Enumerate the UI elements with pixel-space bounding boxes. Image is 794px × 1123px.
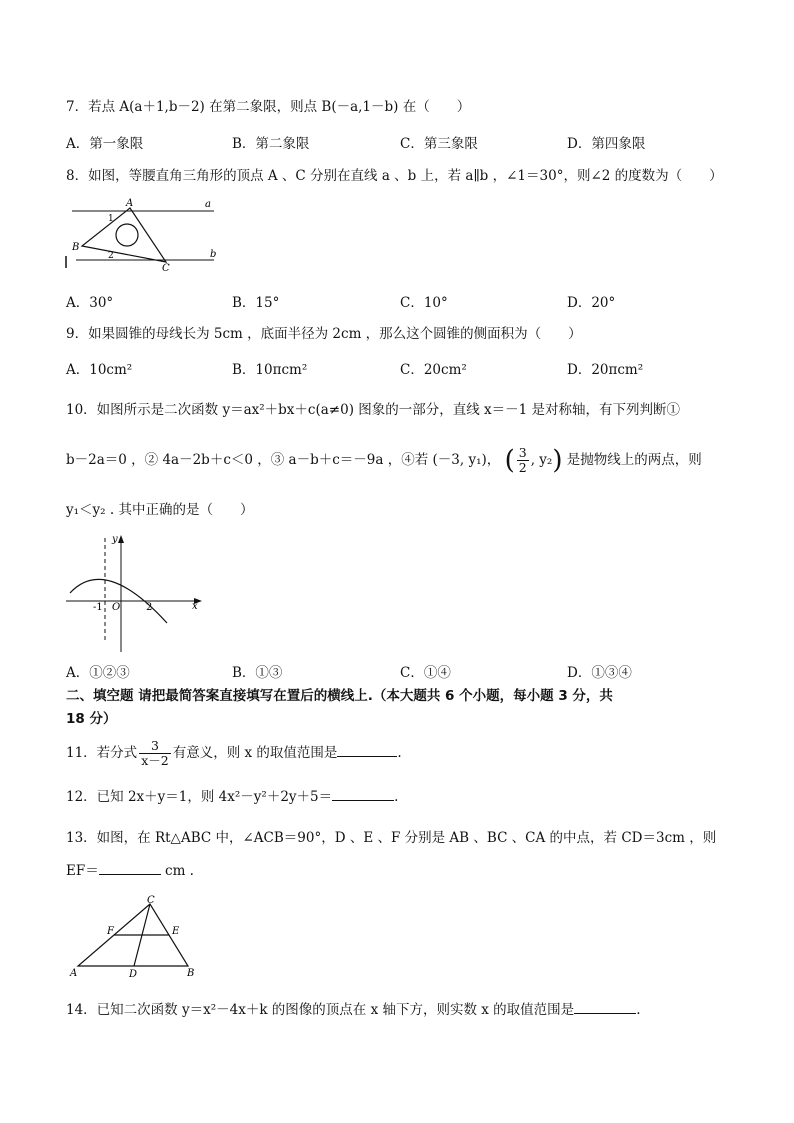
q10-line2 (66, 440, 702, 480)
q13-unit: cm . (165, 863, 194, 879)
q10-line3: y₁＜y₂ . 其中正确的是（ ） (66, 502, 254, 518)
q13-line2 (66, 860, 194, 881)
label-y: y (112, 534, 118, 545)
q11-answer-blank[interactable] (337, 742, 397, 757)
q10-line1: 10．如图所示是二次函数 y＝ax²＋bx＋c(a≠0) 图象的一部分，直线 x＝－1 是对称轴，有下列判断① (66, 402, 681, 418)
q9-option-d: D．20πcm² (567, 362, 644, 378)
q9-stem: 9．如果圆锥的母线长为 5cm ，底面半径为 2cm ，那么这个圆锥的侧面积为（ ） (66, 326, 582, 342)
q8-option-a: A．30° (66, 295, 114, 311)
q8-figure (62, 196, 222, 274)
q10-line2-tail: 是抛物线上的两点，则 (566, 452, 702, 468)
q9-option-a: A．10cm² (66, 362, 133, 378)
q11-frac-den: x－2 (141, 753, 169, 768)
label-E: E (172, 926, 180, 937)
label-origin: O (112, 602, 121, 613)
q12-end: . (394, 789, 399, 805)
label-b: b (210, 249, 217, 260)
q10-fraction (517, 446, 529, 475)
q7-option-b: B．第二象限 (232, 136, 310, 152)
q10-paren-close: ) (552, 445, 563, 476)
q12-answer-blank[interactable] (332, 786, 394, 801)
q8-option-b: B．15° (232, 295, 280, 311)
label-F: F (107, 926, 114, 937)
q13-answer-blank[interactable] (99, 860, 161, 875)
q13-figure (66, 892, 201, 980)
q8-stem: 8．如图，等腰直角三角形的顶点 A 、C 分别在直线 a 、b 上，若 a∥b ，∠1＝30°，则∠2 的度数为（ ） (66, 168, 723, 184)
y-axis-arrow (118, 535, 124, 543)
q8-option-c: C．10° (400, 295, 448, 311)
q13-ef-label: EF＝ (66, 863, 99, 879)
label-x: x (192, 601, 198, 612)
q11-frac-num: 3 (139, 739, 171, 754)
q12-before: 12．已知 2x＋y＝1，则 4x²－y²＋2y＋5＝ (66, 789, 333, 805)
q10-figure (62, 530, 207, 655)
q10-option-a: A．①②③ (66, 665, 130, 681)
q10-option-b: B．①③ (232, 665, 283, 681)
label-2: 2 (108, 251, 114, 261)
label-B: B (72, 242, 80, 253)
q11-fraction (139, 739, 171, 768)
q14-before: 14．已知二次函数 y＝x²－4x＋k 的图像的顶点在 x 轴下方，则实数 x 的取值范围是 (66, 1002, 575, 1018)
q11-after: 有意义，则 x 的取值范围是 (172, 745, 338, 761)
q9-option-c: C．20cm² (400, 362, 467, 378)
q7-stem: 7．若点 A(a＋1,b－2) 在第二象限，则点 B(－a,1－b) 在（ ） (66, 99, 471, 115)
q10-point-y2: , y₂ (530, 452, 553, 468)
q10-frac-num: 3 (518, 445, 527, 460)
q9-option-b: B．10πcm² (232, 362, 308, 378)
q10-frac-den: 2 (518, 460, 527, 475)
label-2: 2 (146, 602, 153, 613)
q8-option-d: D．20° (567, 295, 616, 311)
q14 (66, 999, 640, 1020)
q11 (66, 733, 402, 773)
label-A: A (70, 968, 78, 979)
section2-heading-line2: 18 分） (66, 711, 117, 727)
q10-option-d: D．①③④ (567, 665, 632, 681)
q10-line2-conditions: b－2a＝0 ，② 4a－2b＋c＜0 ，③ a－b＋c＝－9a ，④若 (－3, y₁)， (66, 452, 501, 468)
q13-line1: 13．如图，在 Rt△ABC 中，∠ACB＝90°，D 、E 、F 分别是 AB 、BC 、CA 的中点，若 CD＝3cm ，则 (66, 830, 717, 846)
triangle (82, 208, 166, 262)
q10-option-c: C．①④ (400, 665, 451, 681)
label-C: C (162, 263, 170, 274)
q11-end: . (397, 745, 402, 761)
q11-before: 11．若分式 (66, 745, 138, 761)
section2-heading-line1: 二、填空题 请把最简答案直接填写在置后的横线上.（本大题共 6 个小题，每小题 3 分，共 (66, 688, 613, 704)
q14-end: . (636, 1002, 641, 1018)
q7-option-c: C．第三象限 (400, 136, 478, 152)
q12 (66, 786, 398, 807)
q10-paren-open: ( (504, 445, 515, 476)
label-1: 1 (108, 214, 114, 224)
label-D: D (129, 969, 138, 980)
label-a: a (205, 199, 211, 210)
q7-option-a: A．第一象限 (66, 136, 144, 152)
label-neg1: -1 (93, 602, 103, 613)
label-C: C (147, 895, 155, 906)
label-A: A (126, 198, 134, 209)
label-B: B (187, 968, 195, 979)
inner-circle (116, 224, 138, 246)
q14-answer-blank[interactable] (574, 999, 636, 1014)
q7-option-d: D．第四象限 (567, 136, 646, 152)
